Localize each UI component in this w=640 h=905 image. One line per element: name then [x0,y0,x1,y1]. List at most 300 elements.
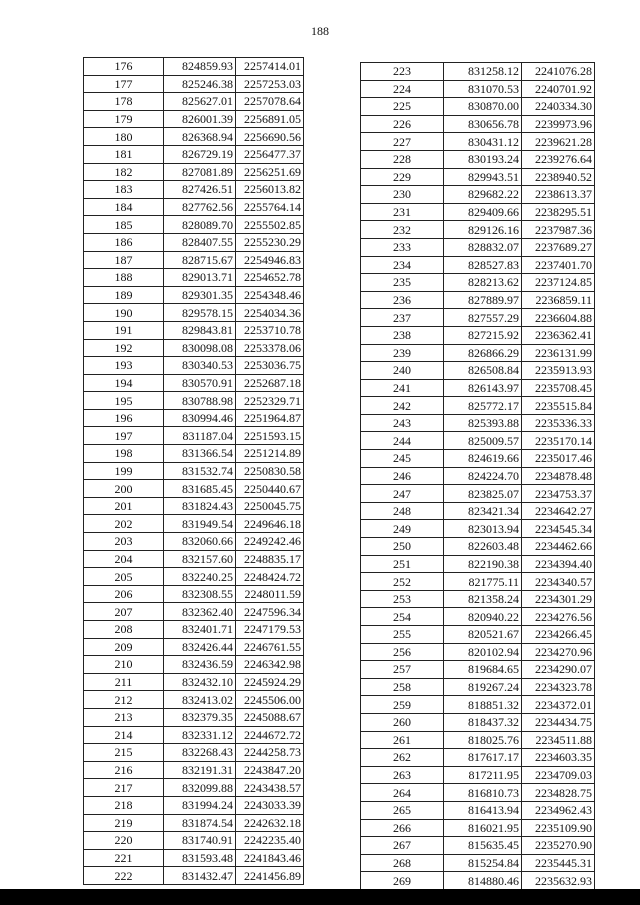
y-coordinate-cell: 2244258.73 [236,744,304,762]
x-coordinate-cell: 821358.24 [444,590,522,608]
table-row [361,573,595,591]
x-coordinate-cell: 830656.78 [444,115,522,133]
x-coordinate-cell: 816413.94 [444,801,522,819]
point-number-cell: 251 [361,555,444,573]
table-row [84,198,304,216]
y-coordinate-cell: 2243847.20 [236,761,304,779]
point-number-cell: 195 [84,392,164,410]
y-coordinate-cell: 2239276.64 [522,150,595,168]
point-number-cell: 181 [84,145,164,163]
point-number-cell: 218 [84,796,164,814]
y-coordinate-cell: 2239973.96 [522,115,595,133]
x-coordinate-cell: 821775.11 [444,573,522,591]
table-row [361,502,595,520]
table-row [84,392,304,410]
point-number-cell: 254 [361,608,444,626]
x-coordinate-cell: 823825.07 [444,485,522,503]
point-number-cell: 255 [361,626,444,644]
point-number-cell: 186 [84,233,164,251]
x-coordinate-cell: 819267.24 [444,678,522,696]
y-coordinate-cell: 2256013.82 [236,181,304,199]
y-coordinate-cell: 2248011.59 [236,585,304,603]
x-coordinate-cell: 831874.54 [164,814,236,832]
y-coordinate-cell: 2234276.56 [522,608,595,626]
table-row [84,832,304,850]
x-coordinate-cell: 825009.57 [444,432,522,450]
table-row [361,801,595,819]
y-coordinate-cell: 2254348.46 [236,286,304,304]
table-row [84,796,304,814]
table-row [361,854,595,872]
table-row [84,75,304,93]
y-coordinate-cell: 2241843.46 [236,849,304,867]
x-coordinate-cell: 830870.00 [444,98,522,116]
table-row [84,462,304,480]
x-coordinate-cell: 832436.59 [164,656,236,674]
y-coordinate-cell: 2243438.57 [236,779,304,797]
point-number-cell: 219 [84,814,164,832]
table-row [84,480,304,498]
y-coordinate-cell: 2245924.29 [236,673,304,691]
table-row [84,163,304,181]
y-coordinate-cell: 2249242.46 [236,533,304,551]
table-row [361,837,595,855]
y-coordinate-cell: 2240334.30 [522,98,595,116]
table-row [361,784,595,802]
y-coordinate-cell: 2234545.34 [522,520,595,538]
y-coordinate-cell: 2234394.40 [522,555,595,573]
y-coordinate-cell: 2237689.27 [522,238,595,256]
x-coordinate-cell: 831824.43 [164,497,236,515]
table-row [84,550,304,568]
table-row [361,256,595,274]
y-coordinate-cell: 2243033.39 [236,796,304,814]
point-number-cell: 233 [361,238,444,256]
y-coordinate-cell: 2236362.41 [522,326,595,344]
y-coordinate-cell: 2235445.31 [522,854,595,872]
x-coordinate-cell: 832240.25 [164,568,236,586]
point-number-cell: 253 [361,590,444,608]
point-number-cell: 242 [361,397,444,415]
point-number-cell: 238 [361,326,444,344]
y-coordinate-cell: 2257414.01 [236,58,304,76]
scan-bottom-border [0,889,640,905]
table-row [361,274,595,292]
x-coordinate-cell: 828715.67 [164,251,236,269]
point-number-cell: 184 [84,198,164,216]
y-coordinate-cell: 2236131.99 [522,344,595,362]
x-coordinate-cell: 823013.94 [444,520,522,538]
table-row [361,309,595,327]
table-row [361,678,595,696]
y-coordinate-cell: 2237401.70 [522,256,595,274]
point-number-cell: 188 [84,269,164,287]
x-coordinate-cell: 832401.71 [164,621,236,639]
table-row [84,181,304,199]
x-coordinate-cell: 828407.55 [164,233,236,251]
table-row [84,357,304,375]
x-coordinate-cell: 826368.94 [164,128,236,146]
table-row [84,339,304,357]
y-coordinate-cell: 2238940.52 [522,168,595,186]
point-number-cell: 191 [84,321,164,339]
table-row [361,608,595,626]
y-coordinate-cell: 2235515.84 [522,397,595,415]
y-coordinate-cell: 2237987.36 [522,221,595,239]
y-coordinate-cell: 2236859.11 [522,291,595,309]
table-row [84,691,304,709]
x-coordinate-cell: 814880.46 [444,872,522,890]
point-number-cell: 263 [361,766,444,784]
point-number-cell: 227 [361,133,444,151]
table-row [361,221,595,239]
table-body [84,58,304,885]
table-row [361,467,595,485]
point-number-cell: 258 [361,678,444,696]
y-coordinate-cell: 2256690.56 [236,128,304,146]
point-number-cell: 246 [361,467,444,485]
y-coordinate-cell: 2247596.34 [236,603,304,621]
y-coordinate-cell: 2237124.85 [522,274,595,292]
x-coordinate-cell: 825627.01 [164,93,236,111]
table-row [361,168,595,186]
x-coordinate-cell: 822603.48 [444,538,522,556]
table-row [84,427,304,445]
x-coordinate-cell: 830431.12 [444,133,522,151]
x-coordinate-cell: 832157.60 [164,550,236,568]
point-number-cell: 210 [84,656,164,674]
x-coordinate-cell: 832362.40 [164,603,236,621]
y-coordinate-cell: 2235632.93 [522,872,595,890]
point-number-cell: 223 [361,63,444,81]
y-coordinate-cell: 2257078.64 [236,93,304,111]
y-coordinate-cell: 2235270.90 [522,837,595,855]
table-row [361,432,595,450]
point-number-cell: 236 [361,291,444,309]
y-coordinate-cell: 2236604.88 [522,309,595,327]
x-coordinate-cell: 816021.95 [444,819,522,837]
table-row [84,814,304,832]
x-coordinate-cell: 820102.94 [444,643,522,661]
y-coordinate-cell: 2239621.28 [522,133,595,151]
x-coordinate-cell: 826143.97 [444,379,522,397]
point-number-cell: 176 [84,58,164,76]
point-number-cell: 201 [84,497,164,515]
x-coordinate-cell: 828089.70 [164,216,236,234]
table-row [361,731,595,749]
x-coordinate-cell: 830788.98 [164,392,236,410]
table-row [361,538,595,556]
x-coordinate-cell: 827889.97 [444,291,522,309]
y-coordinate-cell: 2250830.58 [236,462,304,480]
point-number-cell: 261 [361,731,444,749]
y-coordinate-cell: 2254034.36 [236,304,304,322]
table-row [84,603,304,621]
y-coordinate-cell: 2253036.75 [236,357,304,375]
x-coordinate-cell: 827215.92 [444,326,522,344]
table-row [361,186,595,204]
point-number-cell: 197 [84,427,164,445]
table-body [361,63,595,890]
x-coordinate-cell: 832432.10 [164,673,236,691]
x-coordinate-cell: 819684.65 [444,661,522,679]
y-coordinate-cell: 2234372.01 [522,696,595,714]
x-coordinate-cell: 831949.54 [164,515,236,533]
point-number-cell: 189 [84,286,164,304]
x-coordinate-cell: 829126.16 [444,221,522,239]
table-row [84,110,304,128]
x-coordinate-cell: 832331.12 [164,726,236,744]
table-row [84,867,304,885]
table-row [361,872,595,890]
x-coordinate-cell: 827081.89 [164,163,236,181]
y-coordinate-cell: 2234266.45 [522,626,595,644]
point-number-cell: 215 [84,744,164,762]
table-row [84,744,304,762]
y-coordinate-cell: 2234878.48 [522,467,595,485]
page-number: 188 [311,24,329,38]
table-row [361,115,595,133]
point-number-cell: 237 [361,309,444,327]
table-row [84,321,304,339]
y-coordinate-cell: 2234270.96 [522,643,595,661]
point-number-cell: 269 [361,872,444,890]
x-coordinate-cell: 817617.17 [444,749,522,767]
point-number-cell: 216 [84,761,164,779]
y-coordinate-cell: 2255230.29 [236,233,304,251]
point-number-cell: 243 [361,414,444,432]
point-number-cell: 259 [361,696,444,714]
x-coordinate-cell: 831740.91 [164,832,236,850]
x-coordinate-cell: 831432.47 [164,867,236,885]
y-coordinate-cell: 2248835.17 [236,550,304,568]
table-row [361,133,595,151]
table-row [361,766,595,784]
y-coordinate-cell: 2234323.78 [522,678,595,696]
table-row [84,445,304,463]
y-coordinate-cell: 2241456.89 [236,867,304,885]
x-coordinate-cell: 824859.93 [164,58,236,76]
x-coordinate-cell: 820940.22 [444,608,522,626]
table-row [361,344,595,362]
point-number-cell: 229 [361,168,444,186]
y-coordinate-cell: 2235708.45 [522,379,595,397]
x-coordinate-cell: 829843.81 [164,321,236,339]
point-number-cell: 202 [84,515,164,533]
x-coordinate-cell: 825393.88 [444,414,522,432]
table-row [361,150,595,168]
y-coordinate-cell: 2235913.93 [522,362,595,380]
point-number-cell: 207 [84,603,164,621]
point-number-cell: 182 [84,163,164,181]
y-coordinate-cell: 2235017.46 [522,450,595,468]
point-number-cell: 265 [361,801,444,819]
y-coordinate-cell: 2249646.18 [236,515,304,533]
x-coordinate-cell: 818025.76 [444,731,522,749]
table-row [361,291,595,309]
x-coordinate-cell: 827762.56 [164,198,236,216]
table-row [84,269,304,287]
point-number-cell: 264 [361,784,444,802]
x-coordinate-cell: 831685.45 [164,480,236,498]
point-number-cell: 203 [84,533,164,551]
point-number-cell: 241 [361,379,444,397]
y-coordinate-cell: 2234511.88 [522,731,595,749]
point-number-cell: 209 [84,638,164,656]
y-coordinate-cell: 2245088.67 [236,708,304,726]
point-number-cell: 177 [84,75,164,93]
y-coordinate-cell: 2257253.03 [236,75,304,93]
table-row [84,93,304,111]
point-number-cell: 262 [361,749,444,767]
table-row [84,585,304,603]
y-coordinate-cell: 2245506.00 [236,691,304,709]
point-number-cell: 234 [361,256,444,274]
x-coordinate-cell: 829013.71 [164,269,236,287]
x-coordinate-cell: 826508.84 [444,362,522,380]
point-number-cell: 192 [84,339,164,357]
y-coordinate-cell: 2252687.18 [236,374,304,392]
point-number-cell: 213 [84,708,164,726]
point-number-cell: 199 [84,462,164,480]
table-row [361,362,595,380]
coordinate-table-right [360,62,595,890]
point-number-cell: 256 [361,643,444,661]
y-coordinate-cell: 2254652.78 [236,269,304,287]
x-coordinate-cell: 831258.12 [444,63,522,81]
point-number-cell: 200 [84,480,164,498]
y-coordinate-cell: 2242235.40 [236,832,304,850]
x-coordinate-cell: 832191.31 [164,761,236,779]
table-row [84,216,304,234]
point-number-cell: 235 [361,274,444,292]
x-coordinate-cell: 832413.02 [164,691,236,709]
x-coordinate-cell: 826729.19 [164,145,236,163]
y-coordinate-cell: 2234290.07 [522,661,595,679]
point-number-cell: 239 [361,344,444,362]
y-coordinate-cell: 2251964.87 [236,409,304,427]
y-coordinate-cell: 2235170.14 [522,432,595,450]
x-coordinate-cell: 826001.39 [164,110,236,128]
x-coordinate-cell: 815254.84 [444,854,522,872]
table-row [361,203,595,221]
y-coordinate-cell: 2234642.27 [522,502,595,520]
point-number-cell: 267 [361,837,444,855]
table-row [84,58,304,76]
table-row [361,590,595,608]
x-coordinate-cell: 818437.32 [444,713,522,731]
table-row [84,497,304,515]
x-coordinate-cell: 815635.45 [444,837,522,855]
x-coordinate-cell: 830994.46 [164,409,236,427]
y-coordinate-cell: 2234709.03 [522,766,595,784]
point-number-cell: 180 [84,128,164,146]
point-number-cell: 211 [84,673,164,691]
x-coordinate-cell: 830340.53 [164,357,236,375]
y-coordinate-cell: 2253378.06 [236,339,304,357]
x-coordinate-cell: 824224.70 [444,467,522,485]
point-number-cell: 266 [361,819,444,837]
x-coordinate-cell: 827557.29 [444,309,522,327]
y-coordinate-cell: 2256251.69 [236,163,304,181]
x-coordinate-cell: 823421.34 [444,502,522,520]
point-number-cell: 245 [361,450,444,468]
y-coordinate-cell: 2234434.75 [522,713,595,731]
y-coordinate-cell: 2234462.66 [522,538,595,556]
point-number-cell: 212 [84,691,164,709]
point-number-cell: 230 [361,186,444,204]
table-row [361,98,595,116]
point-number-cell: 248 [361,502,444,520]
y-coordinate-cell: 2235109.90 [522,819,595,837]
x-coordinate-cell: 828527.83 [444,256,522,274]
x-coordinate-cell: 829301.35 [164,286,236,304]
x-coordinate-cell: 825246.38 [164,75,236,93]
table-row [84,304,304,322]
point-number-cell: 257 [361,661,444,679]
point-number-cell: 178 [84,93,164,111]
point-number-cell: 252 [361,573,444,591]
x-coordinate-cell: 830098.08 [164,339,236,357]
point-number-cell: 260 [361,713,444,731]
y-coordinate-cell: 2256891.05 [236,110,304,128]
x-coordinate-cell: 818851.32 [444,696,522,714]
table-row [361,661,595,679]
table-row [361,414,595,432]
x-coordinate-cell: 831532.74 [164,462,236,480]
table-row [84,621,304,639]
y-coordinate-cell: 2255502.85 [236,216,304,234]
point-number-cell: 244 [361,432,444,450]
y-coordinate-cell: 2251593.15 [236,427,304,445]
point-number-cell: 185 [84,216,164,234]
point-number-cell: 249 [361,520,444,538]
x-coordinate-cell: 824619.66 [444,450,522,468]
y-coordinate-cell: 2247179.53 [236,621,304,639]
x-coordinate-cell: 832379.35 [164,708,236,726]
table-row [361,80,595,98]
table-row [84,145,304,163]
y-coordinate-cell: 2240701.92 [522,80,595,98]
x-coordinate-cell: 822190.38 [444,555,522,573]
x-coordinate-cell: 820521.67 [444,626,522,644]
point-number-cell: 205 [84,568,164,586]
y-coordinate-cell: 2234753.37 [522,485,595,503]
table-row [361,238,595,256]
table-row [361,643,595,661]
y-coordinate-cell: 2250440.67 [236,480,304,498]
y-coordinate-cell: 2241076.28 [522,63,595,81]
y-coordinate-cell: 2235336.33 [522,414,595,432]
x-coordinate-cell: 831593.48 [164,849,236,867]
x-coordinate-cell: 832426.44 [164,638,236,656]
point-number-cell: 214 [84,726,164,744]
point-number-cell: 198 [84,445,164,463]
y-coordinate-cell: 2234301.29 [522,590,595,608]
x-coordinate-cell: 831070.53 [444,80,522,98]
point-number-cell: 226 [361,115,444,133]
y-coordinate-cell: 2234962.43 [522,801,595,819]
point-number-cell: 228 [361,150,444,168]
x-coordinate-cell: 831187.04 [164,427,236,445]
table-row [84,568,304,586]
y-coordinate-cell: 2244672.72 [236,726,304,744]
point-number-cell: 179 [84,110,164,128]
table-row [84,128,304,146]
x-coordinate-cell: 830193.24 [444,150,522,168]
table-row [361,450,595,468]
table-row [361,626,595,644]
